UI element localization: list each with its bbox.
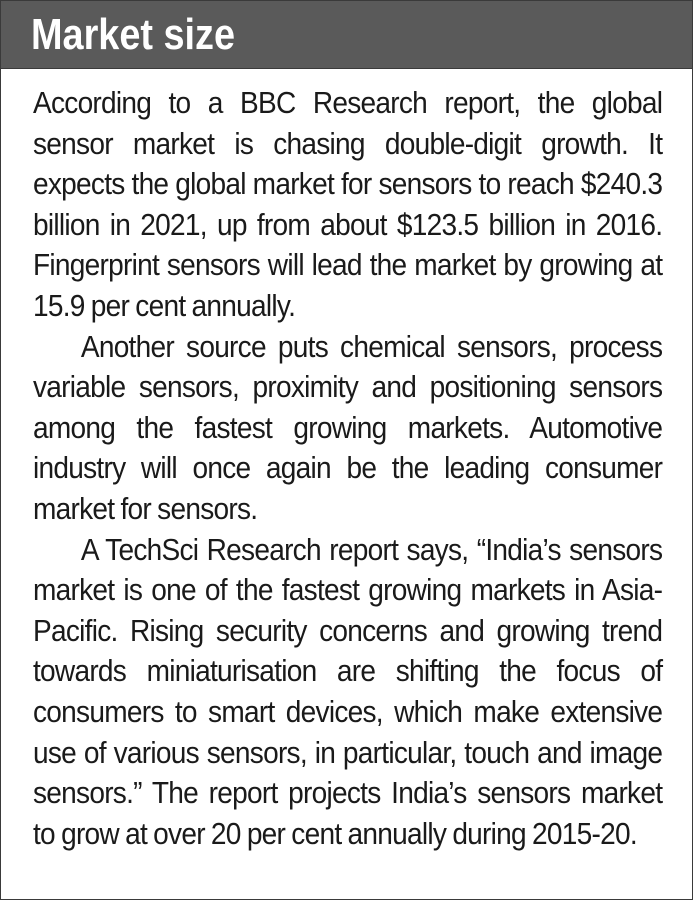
paragraph-bbc-research: According to a BBC Research report, the global sensor market is chasing double-digit growth. It expects the global market for sensors to reach $240.3 billion in 2021, up from about $123.5 billion in 2016. Fingerprint sensors will lead the market by growing at 15.9 per cent annually. — [33, 86, 663, 323]
box-header — [1, 1, 692, 69]
paragraph-another-source: Another source puts chemical sensors, process variable sensors, proximity and positioning sensors among the fastest growing markets. Automotive industry will once again be the leading consumer market for sensors. — [33, 329, 663, 526]
box-body — [33, 83, 663, 854]
paragraph-techsci-research: A TechSci Research report says, “India’s sensors market is one of the fastest growing markets in Asia-Pacific. Rising security concerns and growing trend towards miniaturisation are shifting the focus of consumers to smart devices, which make extensive use of various sensors, in particular, touch and image sensors.” The report projects India’s sensors market to grow at over 20 per cent annually during 2015-20. — [33, 532, 663, 851]
box-title: Market size — [31, 9, 236, 59]
